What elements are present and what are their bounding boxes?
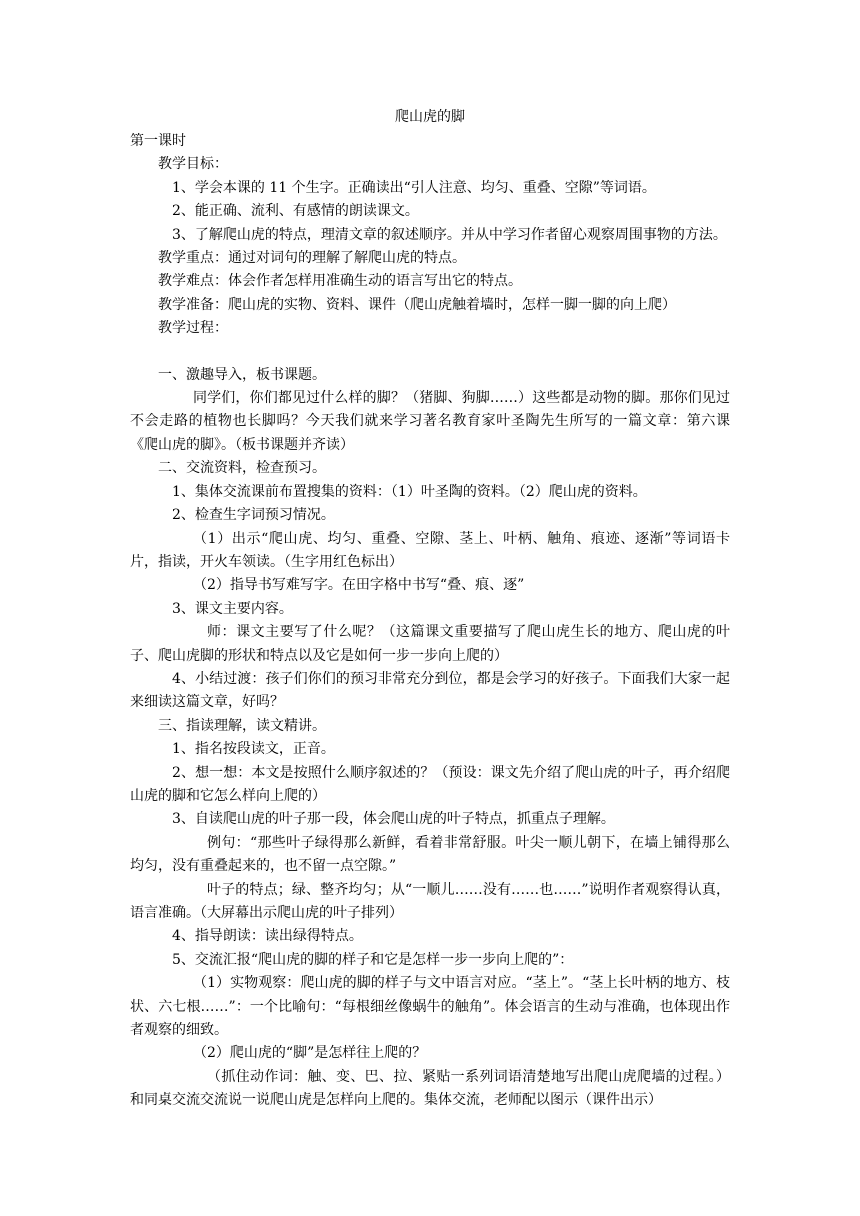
blank-line — [130, 341, 730, 364]
document-body — [130, 130, 730, 1113]
paragraph: 教学难点：体会作者怎样用准确生动的语言写出它的特点。 — [158, 273, 522, 290]
paragraph: 教学准备：爬山虎的实物、资料、课件（爬山虎触着墙时，怎样一脚一脚的向上爬） — [158, 296, 676, 313]
paragraph: 同学们，你们都见过什么样的脚？（猪脚、狗脚……）这些都是动物的脚。那你们见过不会走路的植物也长脚吗？今天我们就来学习著名教育家叶圣陶先生所写的一篇文章：第六课《爬山虎的脚》。（板书课题并齐读） — [130, 390, 730, 453]
paragraph: 4、小结过渡：孩子们你们的预习非常充分到位，都是会学习的好孩子。下面我们大家一起来细读这篇文章，好吗？ — [130, 670, 730, 711]
paragraph: （1）出示“爬山虎、均匀、重叠、空隙、茎上、叶柄、触角、痕迹、逐渐”等词语卡片，指读，开火车领读。（生字用红色标出） — [130, 530, 730, 570]
paragraph: 1、学会本课的 11 个生字。正确读出“引人注意、均匀、重叠、空隙”等词语。 — [172, 179, 656, 196]
paragraph: （2）爬山虎的“脚”是怎样往上爬的？ — [193, 1045, 427, 1062]
paragraph: 教学目标： — [158, 156, 228, 173]
paragraph: （2）指导书写难写字。在田字格中书写“叠、痕、逐” — [193, 577, 525, 594]
paragraph: 2、想一想：本文是按照什么顺序叙述的？（预设：课文先介绍了爬山虎的叶子，再介绍爬山虎的脚和它怎么样向上爬的） — [130, 764, 730, 804]
section-heading: 三、指读理解，读文精讲。 — [158, 717, 326, 734]
paragraph: 教学过程： — [158, 320, 228, 337]
paragraph: 2、能正确、流利、有感情的朗读课文。 — [172, 203, 419, 220]
paragraph: 1、集体交流课前布置搜集的资料：（1）叶圣陶的资料。（2）爬山虎的资料。 — [172, 483, 647, 500]
paragraph: 3、了解爬山虎的特点，理清文章的叙述顺序。并从中学习作者留心观察周围事物的方法。 — [172, 226, 727, 243]
paragraph: 3、自读爬山虎的叶子那一段，体会爬山虎的叶子特点，抓重点子理解。 — [172, 811, 615, 828]
section-heading: 二、交流资料，检查预习。 — [158, 460, 326, 477]
paragraph: 1、指名按段读文，正音。 — [172, 741, 335, 758]
document-title: 爬山虎的脚 — [395, 109, 465, 125]
paragraph: 2、检查生字词预习情况。 — [172, 507, 335, 524]
paragraph: （1）实物观察：爬山虎的脚的样子与文中语言对应。“茎上”。“茎上长叶柄的地方、枝状、六七根……”：一个比喻句：“每根细丝像蜗牛的触角”。体会语言的生动与准确，也体现出作者观察的细致。 — [130, 975, 730, 1039]
paragraph: 3、课文主要内容。 — [172, 600, 293, 617]
paragraph: 4、指导朗读：读出绿得特点。 — [172, 928, 363, 945]
paragraph: 5、交流汇报“爬山虎的脚的样子和它是怎样一步一步向上爬的”： — [172, 951, 574, 968]
section-heading: 一、激趣导入，板书课题。 — [158, 366, 326, 383]
paragraph: （抓住动作词：触、变、巴、拉、紧贴一系列词语清楚地写出爬山虎爬墙的过程。）和同桌交流交流说一说爬山虎是怎样向上爬的。集体交流，老师配以图示（课件出示） — [130, 1068, 730, 1109]
lesson-period: 第一课时 — [130, 133, 186, 149]
paragraph: 叶子的特点；绿、整齐均匀；从“一顺儿……没有……也……”说明作者观察得认真，语言准确。（大屏幕出示爬山虎的叶子排列） — [130, 881, 730, 921]
paragraph: 例句：“那些叶子绿得那么新鲜，看着非常舒服。叶尖一顺儿朝下，在墙上铺得那么均匀，没有重叠起来的，也不留一点空隙。” — [130, 834, 730, 875]
paragraph: 教学重点：通过对词句的理解了解爬山虎的特点。 — [158, 250, 466, 267]
paragraph: 师：课文主要写了什么呢？（这篇课文重要描写了爬山虎生长的地方、爬山虎的叶子、爬山虎脚的形状和特点以及它是如何一步一步向上爬的） — [130, 624, 730, 664]
